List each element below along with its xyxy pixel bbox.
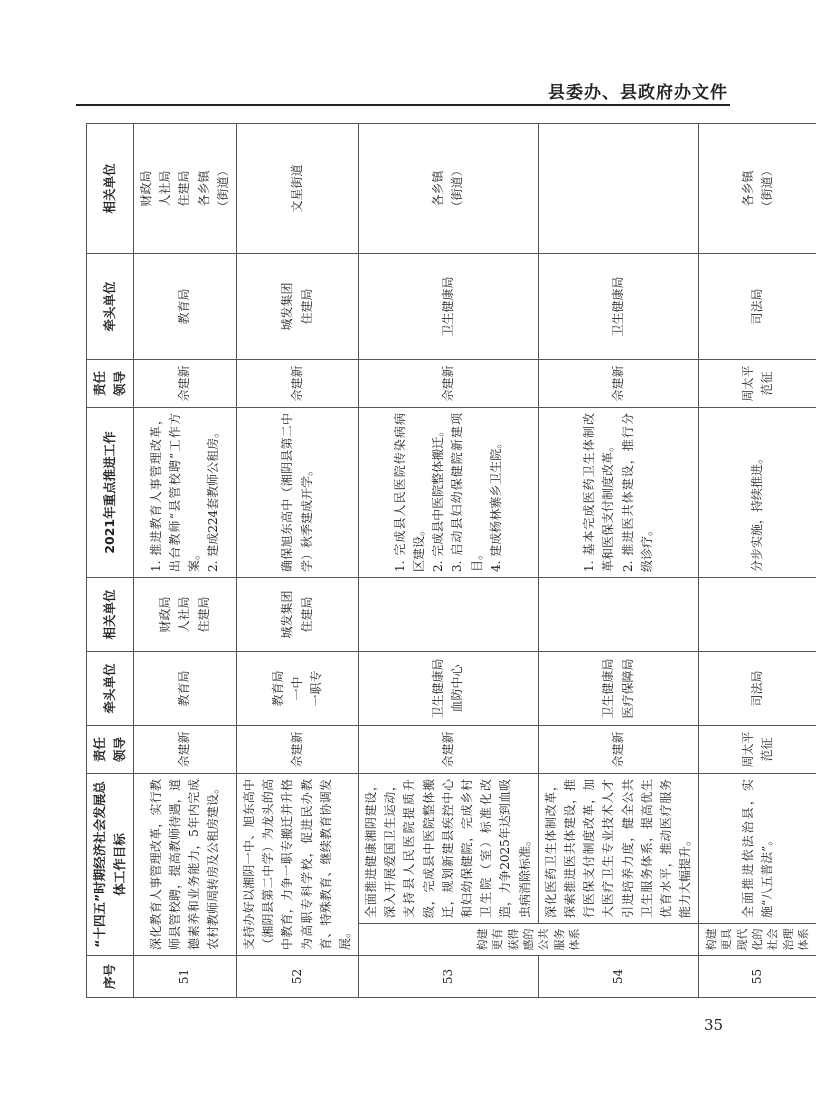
table-row (134, 124, 237, 998)
header-goal: “十四五”时期经济社会发展总体工作目标 (87, 774, 134, 956)
row-leader: 佘建新 (538, 726, 699, 774)
row-goal: 支持办好以湘阴一中、旭东高中（湘阴县第二中学）为龙头的高中教育，力争一职专搬迁并升格为高职专科学校，促进民办教育、特殊教育、继续教育协调发展。 (236, 774, 358, 956)
page-number: 35 (704, 1016, 724, 1034)
row-lead-unit-2021: 卫生健康局 (359, 254, 539, 360)
row-work2021 (134, 408, 237, 578)
row-lead-unit-2021: 司法局 (699, 254, 816, 360)
table-header-row (87, 124, 134, 998)
row-related-unit-2021 (538, 124, 699, 254)
work-item: 3. 启动县妇幼保健院新建项目。 (450, 413, 484, 572)
work-item: 4. 建成杨林寨乡卫生院。 (488, 436, 503, 572)
row-lead-unit: 教育局 一中 一职专 (236, 652, 358, 726)
work-item: 2. 完成县中医院整体搬迁。 (431, 424, 446, 572)
row-related-unit: 城发集团 住建局 (236, 578, 358, 652)
row-lead-unit: 卫生健康局 血防中心 (359, 652, 539, 726)
row-lead-unit: 卫生健康局 医疗保障局 (538, 652, 699, 726)
row-leader-2021: 周太平 范征 (699, 360, 816, 408)
row-goal: 深化医药卫生体制改革，探索推进医共体建设，推行医保支付制度改革，加大医疗卫生专业技术人才引进培养力度，健全公共卫生服务体系，提高优生优育水平，推动医疗服务能力大幅提升。 (538, 774, 699, 924)
row-leader-2021: 佘建新 (134, 360, 237, 408)
work-item: 1. 推进教育人事管理改革，出台教师“县管校聘”工作方案。 (148, 413, 201, 572)
row-leader: 周太平 范征 (699, 726, 816, 774)
table-row (236, 124, 358, 998)
work-plan-table (86, 123, 816, 998)
work-item: 1. 基本完成医药卫生体制改革和医保支付制度改革。 (582, 413, 616, 572)
row-related-unit-2021: 各乡镇 （街道） (359, 124, 539, 254)
row-lead-unit: 司法局 (699, 652, 816, 726)
work-item: 确保旭东高中（湘阴县第二中学）秋季建成开学。 (280, 413, 314, 572)
row-lead-unit-2021: 教育局 (134, 254, 237, 360)
row-goal: 深化教育人事管理改革，实行教师县管校聘，提高教师待遇，道德素养和业务能力，5年内完成农村教师周转房及公租房建设。 (134, 774, 237, 956)
row-leader-2021: 佘建新 (236, 360, 358, 408)
header-title: 县委办、县政府办文件 (548, 83, 728, 103)
row-seq: 52 (236, 956, 358, 998)
header-rule (76, 104, 730, 106)
row-seq: 55 (699, 956, 816, 998)
table-row (359, 124, 539, 998)
row-leader: 佘建新 (134, 726, 237, 774)
row-leader-2021: 佘建新 (359, 360, 539, 408)
row-related-unit (538, 578, 699, 652)
row-work2021 (236, 408, 358, 578)
row-related-unit (359, 578, 539, 652)
header-leader-2021: 责任领导 (87, 360, 134, 408)
header-lead-unit: 牵头单位 (87, 652, 134, 726)
row-work2021 (699, 408, 816, 578)
row-related-unit-2021: 各乡镇 （街道） (699, 124, 816, 254)
work-item: 分步实施，持续推进。 (750, 451, 765, 572)
row-seq: 53 (359, 956, 539, 998)
table-row (699, 124, 816, 998)
row-leader: 佘建新 (236, 726, 358, 774)
row-seq: 54 (538, 956, 699, 998)
header-leader: 责任领导 (87, 726, 134, 774)
header-work2021: 2021年重点推进工作 (87, 408, 134, 578)
row-related-unit-2021: 文星街道 (236, 124, 358, 254)
header-lead-unit-2021: 牵头单位 (87, 254, 134, 360)
row-lead-unit-2021: 卫生健康局 (538, 254, 699, 360)
work-item: 1. 完成县人民医院传染病病区建设。 (392, 413, 427, 572)
table-row (538, 124, 699, 998)
header-seq: 序号 (87, 956, 134, 998)
table-wrapper (86, 124, 811, 998)
row-work2021 (359, 408, 539, 578)
row-seq: 51 (134, 956, 237, 998)
row-lead-unit-2021: 城发集团 住建局 (236, 254, 358, 360)
row-leader: 佘建新 (359, 726, 539, 774)
work-item: 2. 推进医共体建设，推行分级诊疗。 (620, 413, 654, 572)
work-item: 2. 建成224套教师公租房。 (206, 425, 221, 572)
row-work2021 (538, 408, 699, 578)
row-leader-2021: 佘建新 (538, 360, 699, 408)
category-governance: 构建更具现代化的社会治理体系 (699, 924, 816, 956)
row-related-unit (699, 578, 816, 652)
row-lead-unit: 教育局 (134, 652, 237, 726)
row-related-unit: 财政局 人社局 住建局 (134, 578, 237, 652)
row-goal: 全面推进依法治县，实施“八五普法”。 (699, 774, 816, 924)
rotated-table-container (86, 124, 811, 998)
category-public-service: 构建更有获得感的公共服务体系 (359, 924, 699, 956)
row-goal: 全面推进健康湘阴建设，深入开展爱国卫生运动，支持县人民医院提质升级，完成县中医院整体搬迁，规划新建县疾控中心和妇幼保健院，完成乡村卫生院（室）标准化改造，力争2025年达到血吸虫病消除标准。 (359, 774, 539, 924)
header-related-unit: 相关单位 (87, 578, 134, 652)
row-related-unit-2021: 财政局 人社局 住建局 各乡镇 （街道） (134, 124, 237, 254)
header-related-unit-2021: 相关单位 (87, 124, 134, 254)
